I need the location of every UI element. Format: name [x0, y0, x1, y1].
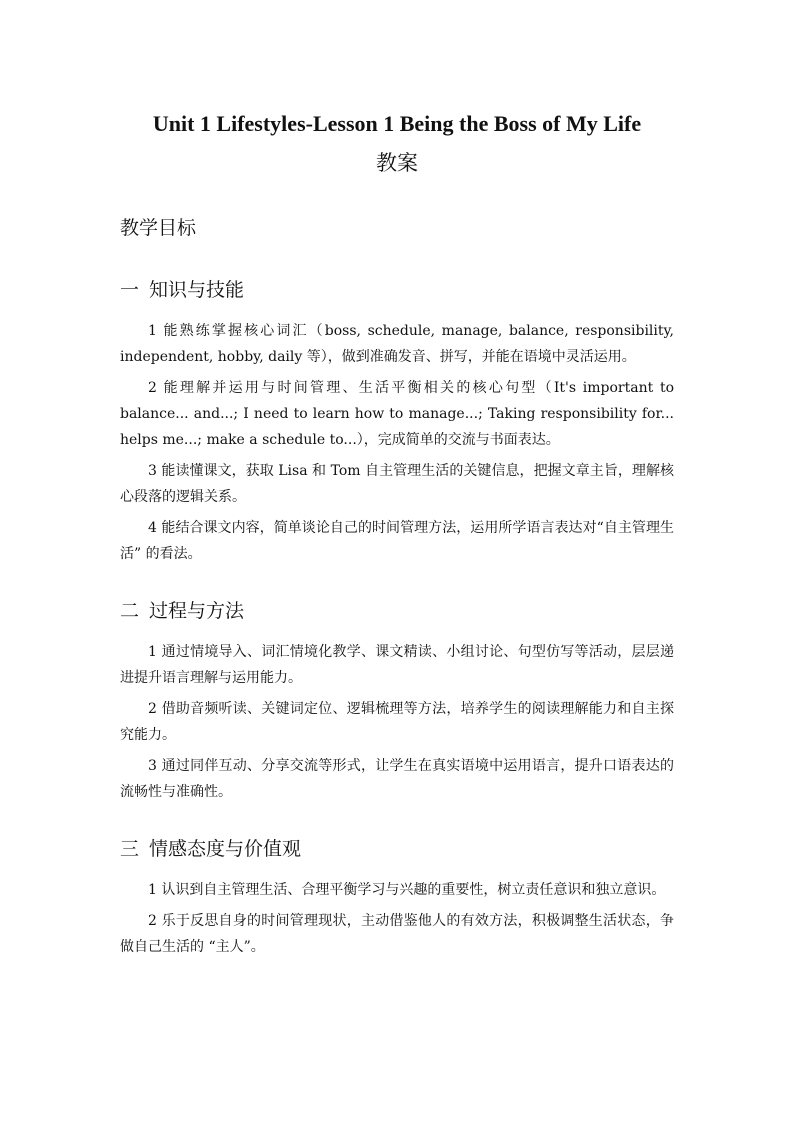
paragraph: 1 通过情境导入、词汇情境化教学、课文精读、小组讨论、句型仿写等活动，层层递进提升语言理解与运用能力。	[120, 644, 674, 686]
section-title: 知识与技能	[149, 279, 245, 301]
section-attitudes-values	[120, 835, 674, 960]
section-heading	[120, 597, 674, 625]
main-heading: 教学目标	[120, 217, 197, 239]
document-subtitle: 教案	[376, 151, 418, 175]
paragraph: 1 认识到自主管理生活、合理平衡学习与兴趣的重要性，树立责任意识和独立意识。	[148, 882, 666, 898]
document-page	[120, 108, 674, 960]
paragraph: 3 能读懂课文，获取 Lisa 和 Tom 自主管理生活的关键信息，把握文章主旨，理解核心段落的逻辑关系。	[120, 463, 674, 505]
section-heading	[120, 835, 674, 863]
section-process-methods	[120, 597, 674, 805]
paragraph: 2 借助音频听读、关键词定位、逻辑梳理等方法，培养学生的阅读理解能力和自主探究能力。	[120, 701, 674, 743]
paragraph: 2 能理解并运用与时间管理、生活平衡相关的核心句型（It's important to balance... and...; I need to learn how to manage...; Taking responsibility for... helps me...; make a schedule to...），完成简单的交流与书面表达。	[120, 380, 674, 448]
section-number: 三	[120, 838, 140, 860]
paragraph: 3 通过同伴互动、分享交流等形式，让学生在真实语境中运用语言，提升口语表达的流畅性与准确性。	[120, 758, 674, 800]
section-body	[120, 639, 674, 805]
document-title: Unit 1 Lifestyles-Lesson 1 Being the Boss of My Life	[152, 111, 642, 136]
paragraph: 1 能熟练掌握核心词汇（boss, schedule, manage, balance, responsibility, independent, hobby, daily 等），做到准确发音、拼写，并能在语境中灵活运用。	[120, 323, 674, 365]
section-number: 二	[120, 600, 140, 622]
section-title: 过程与方法	[149, 600, 245, 622]
section-knowledge-skills	[120, 276, 674, 567]
section-number: 一	[120, 279, 140, 301]
section-body	[120, 877, 674, 960]
section-heading	[120, 276, 674, 304]
paragraph: 4 能结合课文内容，简单谈论自己的时间管理方法，运用所学语言表达对“自主管理生活” 的看法。	[120, 520, 674, 562]
section-body	[120, 318, 674, 567]
section-title: 情感态度与价值观	[149, 838, 302, 860]
paragraph: 2 乐于反思自身的时间管理现状，主动借鉴他人的有效方法，积极调整生活状态，争做自己生活的 “主人”。	[120, 913, 674, 955]
